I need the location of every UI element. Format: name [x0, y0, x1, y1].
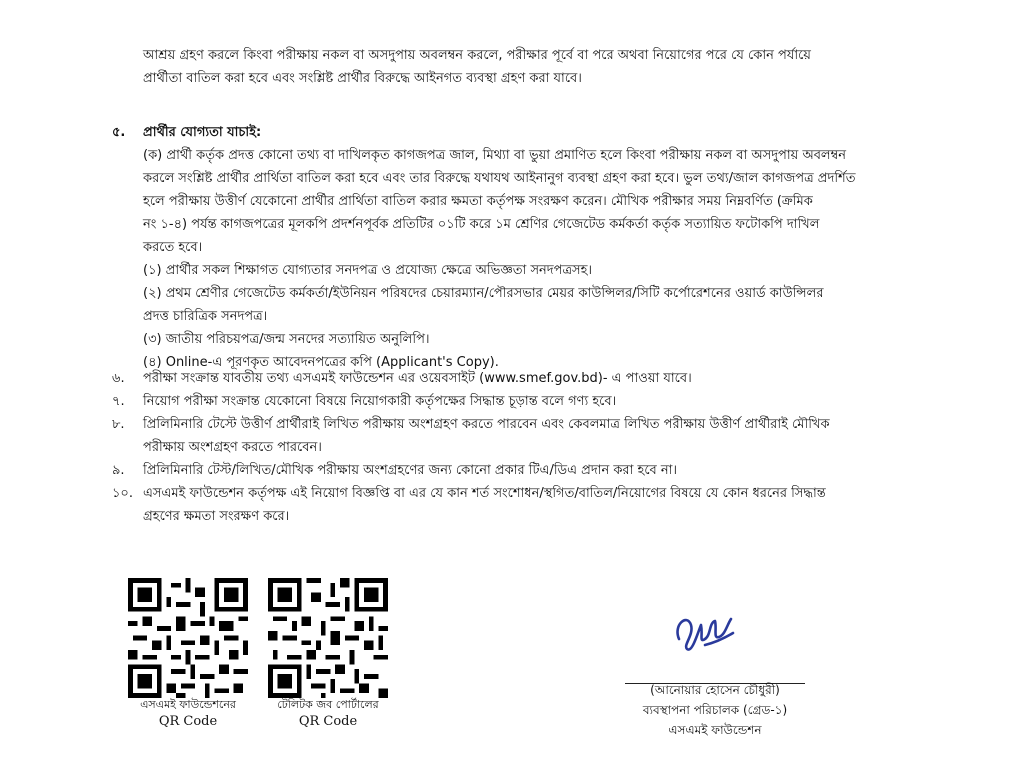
- section-5-line: হলে পরীক্ষায় উত্তীর্ণ যেকোনো প্রার্থীর প্রার্থিতা বাতিল করার ক্ষমতা কর্তৃপক্ষ সংরক্ষণ করেন। মৌখিক পরীক্ষার সময় নিম্নবর্ণিত (ক্রমিক: [143, 194, 813, 209]
- qr-caption-smef-code: QR Code: [158, 714, 218, 729]
- point-6-text: [143, 367, 913, 390]
- intro-paragraph: [143, 44, 913, 90]
- document-item-2: প্রদত্ত চারিত্রিক সনদপত্র।: [143, 309, 268, 324]
- qr-caption-teletalk-label: টেলিটক জব পোর্টালের: [277, 698, 379, 711]
- qr-caption-smef: [113, 696, 263, 730]
- qr-caption-teletalk: [253, 696, 403, 730]
- point-10-line: এসএমই ফাউন্ডেশন কর্তৃপক্ষ এই নিয়োগ বিজ্ঞপ্তি বা এর যে কান শর্ত সংশোধন/স্থগিত/বাতিল/নিয়োগের বিষয়ে যে কোন ধরনের সিদ্ধান্ত: [143, 486, 826, 501]
- qr-caption-smef-label: এসএমই ফাউন্ডেশনের: [140, 698, 236, 711]
- point-10-text: [143, 482, 913, 528]
- document-item-2-cont: (৩) জাতীয় পরিচয়পত্র/জন্ম সনদের সত্যায়িত অনুলিপি।: [143, 332, 430, 347]
- point-8-line: প্রিলিমিনারি টেস্টে উত্তীর্ণ প্রার্থীরাই লিখিত পরীক্ষায় অংশগ্রহণ করতে পারবেন এবং কেবলমাত্র লিখিত পরীক্ষায় উত্তীর্ণ প্রার্থীরাই মৌখিক: [143, 417, 830, 432]
- qr-caption-teletalk-code: QR Code: [298, 714, 358, 729]
- point-8-line: পরীক্ষায় অংশগ্রহণ করতে পারবেন।: [143, 440, 322, 455]
- signature-mark: [665, 595, 745, 665]
- point-10-line: গ্রহণের ক্ষমতা সংরক্ষণ করে।: [143, 509, 290, 524]
- point-7-number: ৭.: [112, 394, 125, 409]
- point-6-number: ৬.: [112, 371, 125, 386]
- intro-line-1: আশ্রয় গ্রহণ করলে কিংবা পরীক্ষায় নকল বা অসদুপায় অবলম্বন করলে, পরীক্ষার পূর্বে বা পরে অথবা নিয়োগের পরে যে কোন পর্যায়ে: [143, 48, 811, 63]
- point-7-line: নিয়োগ পরীক্ষা সংক্রান্ত যেকোনো বিষয়ে নিয়োগকারী কর্তৃপক্ষের সিদ্ধান্ত চূড়ান্ত বলে গণ্য হবে।: [143, 394, 617, 409]
- section-5-body: [143, 144, 913, 374]
- section-5-line: (১) প্রার্থীর সকল শিক্ষাগত যোগ্যতার সনদপত্র ও প্রযোজ্য ক্ষেত্রে অভিজ্ঞতা সনদপত্রসহ।: [143, 263, 593, 278]
- signatory-designation: ব্যবস্থাপনা পরিচালক (গ্রেড-১): [642, 703, 788, 717]
- point-6-line: পরীক্ষা সংক্রান্ত যাবতীয় তথ্য এসএমই ফাউন্ডেশন এর ওয়েবসাইট (www.smef.gov.bd)- এ পাওয়া যাবে।: [143, 371, 692, 386]
- point-8-text: [143, 413, 913, 459]
- section-5-line: (ক) প্রার্থী কর্তৃক প্রদত্ত কোনো তথ্য বা দাখিলকৃত কাগজপত্র জাল, মিথ্যা বা ভুয়া প্রমাণিত হলে কিংবা পরীক্ষায় নকল বা অসদুপায় অবলম্বন: [143, 148, 847, 163]
- section-5-line: করলে সংশ্লিষ্ট প্রার্থীর প্রার্থিতা বাতিল করা হবে এবং তার বিরুদ্ধে যথাযথ আইনানুগ ব্যবস্থা গ্রহণ করা হবে। ভুল তথ্য/জাল কাগজপত্র প্রদর্শিত: [143, 171, 856, 186]
- point-10-number: ১০.: [112, 486, 134, 501]
- document-item-1: (২) প্রথম শ্রেণীর গেজেটেড কর্মকর্তা/ইউনিয়ন পরিষদের চেয়ারম্যান/পৌরসভার মেয়র কাউন্সিলর/সিটি কর্পোরেশনের ওয়ার্ড কাউন্সিলর: [143, 286, 824, 301]
- signatory-block: [610, 680, 820, 740]
- document-item-3: (৪) Online-এ পূরণকৃত আবেদনপত্রের কপি (Applicant's Copy).: [143, 355, 499, 370]
- section-5-line: করতে হবে।: [143, 240, 203, 255]
- point-9-number: ৯.: [112, 463, 125, 478]
- intro-line-2: প্রার্থীতা বাতিল করা হবে এবং সংশ্লিষ্ট প্রার্থীর বিরুদ্ধে আইনগত ব্যবস্থা গ্রহণ করা যাবে।: [143, 71, 582, 86]
- signatory-organization: এসএমই ফাউন্ডেশন: [668, 723, 762, 737]
- section-5-line: নং ১-৪) পর্যন্ত কাগজপত্রের মূলকপি প্রদর্শনপূর্বক প্রতিটির ০১টি করে ১ম শ্রেণির গেজেটেড কর্মকর্তা কর্তৃক সত্যায়িত ফটোকপি দাখিল: [143, 217, 820, 232]
- point-9-text: [143, 459, 913, 482]
- signatory-name: (আনোয়ার হোসেন চৌধুরী): [650, 683, 780, 697]
- section-5-heading: প্রার্থীর যোগ্যতা যাচাই:: [143, 125, 262, 140]
- teletalk-job-portal-qr-code[interactable]: [268, 578, 388, 698]
- smef-website-qr-code[interactable]: [128, 578, 248, 698]
- point-8-number: ৮.: [112, 417, 125, 432]
- point-7-text: [143, 390, 913, 413]
- section-5-number: ৫.: [112, 125, 126, 140]
- point-9-line: প্রিলিমিনারি টেস্ট/লিখিত/মৌখিক পরীক্ষায় অংশগ্রহণের জন্য কোনো প্রকার টিএ/ডিএ প্রদান করা হবে না।: [143, 463, 678, 478]
